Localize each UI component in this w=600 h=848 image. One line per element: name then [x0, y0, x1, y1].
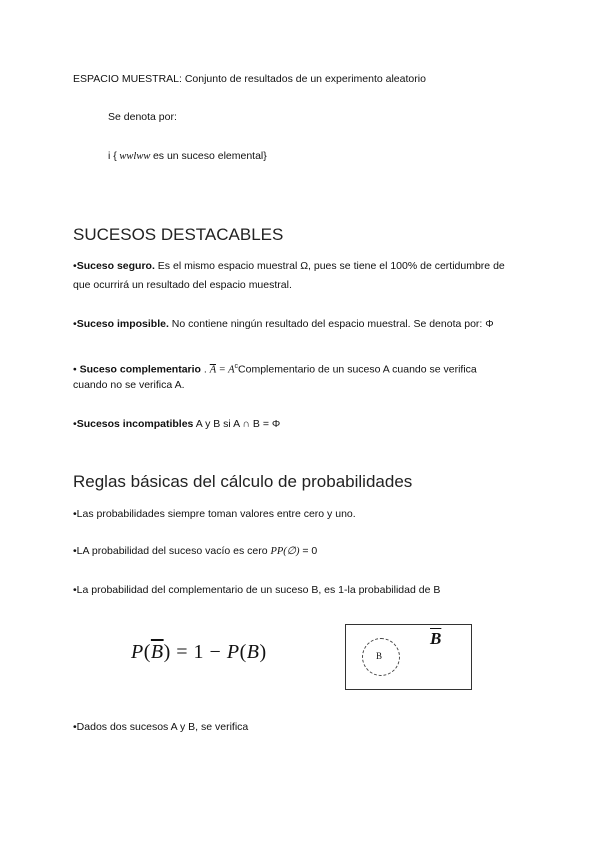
suceso-complementario [73, 360, 477, 377]
formula-suffix: es un suceso elemental} [152, 150, 267, 162]
math-dot: . [200, 363, 207, 376]
formula-lp2: ( [239, 641, 247, 663]
complement-formula [131, 641, 267, 664]
espacio-label: ESPACIO MUESTRAL: [73, 73, 182, 85]
sucesos-incompatibles-line1: A y B si A ∩ B = Φ [193, 418, 281, 430]
math-sup: c [234, 363, 239, 370]
formula-lp: ( [143, 641, 151, 663]
suceso-complementario-line2: cuando no se verifica A. [73, 379, 185, 391]
espacio-formula [108, 150, 267, 163]
regla-4: •Dados dos sucesos A y B, se verifica [73, 721, 249, 733]
regla-1: •Las probabilidades siempre toman valores entre cero y uno. [73, 508, 356, 520]
regla-2-tail: = 0 [299, 545, 318, 557]
section-title-sucesos: SUCESOS DESTACABLES [73, 225, 284, 244]
formula-rp: ) [163, 641, 171, 663]
venn-inner-label: B [376, 651, 383, 661]
suceso-seguro-line1: Es el mismo espacio muestral Ω, pues se tiene el 100% de certidumbre de [154, 260, 505, 272]
formula-p1: P [131, 641, 144, 663]
formula-b2: B [246, 641, 260, 663]
regla-2-text: •LA probabilidad del suceso vacío es cero [73, 545, 271, 557]
suceso-seguro-line2: que ocurrirá un resultado del espacio muestral. [73, 279, 292, 291]
bullet: • [73, 418, 77, 430]
regla-3: •La probabilidad del complementario de un suceso B, es 1-la probabilidad de B [73, 584, 441, 596]
formula-eq: = 1 − [170, 641, 227, 663]
se-denota: Se denota por: [108, 111, 177, 123]
suceso-complementario-line1: Complementario de un suceso A cuando se verifica [238, 363, 477, 376]
suceso-imposible-line1: No contiene ningún resultado del espacio muestral. Se denota por: Φ [168, 318, 494, 330]
formula-rp2: ) [259, 641, 267, 663]
bullet: • [73, 363, 77, 376]
sucesos-incompatibles-term: Sucesos incompatibles [76, 418, 194, 430]
suceso-seguro [73, 260, 505, 273]
formula-bbar: $\overline{B}$ [150, 641, 164, 663]
formula-prefix: i { [108, 150, 117, 162]
math-eq: = A [215, 364, 235, 376]
bullet: • [73, 318, 77, 330]
espacio-definition [73, 73, 426, 86]
suceso-seguro-term: Suceso seguro. [76, 260, 155, 272]
formula-p2: P [226, 641, 240, 663]
suceso-complementario-term: Suceso complementario [76, 363, 201, 376]
espacio-def: Conjunto de resultados de un experimento aleatorio [181, 73, 426, 85]
venn-complement-label: $\overline{B}$ [430, 629, 442, 648]
math-a-bar: $\overline{A}$ [209, 364, 216, 376]
bullet: • [73, 260, 77, 272]
formula-math: wwlww [116, 151, 153, 162]
regla-2 [73, 545, 317, 558]
suceso-imposible [73, 318, 494, 331]
section-title-reglas: Reglas básicas del cálculo de probabilidades [73, 472, 413, 491]
suceso-imposible-term: Suceso imposible. [76, 318, 169, 330]
sucesos-incompatibles [73, 418, 280, 431]
venn-diagram [345, 624, 472, 690]
regla-2-math: PP(∅) [270, 546, 300, 557]
